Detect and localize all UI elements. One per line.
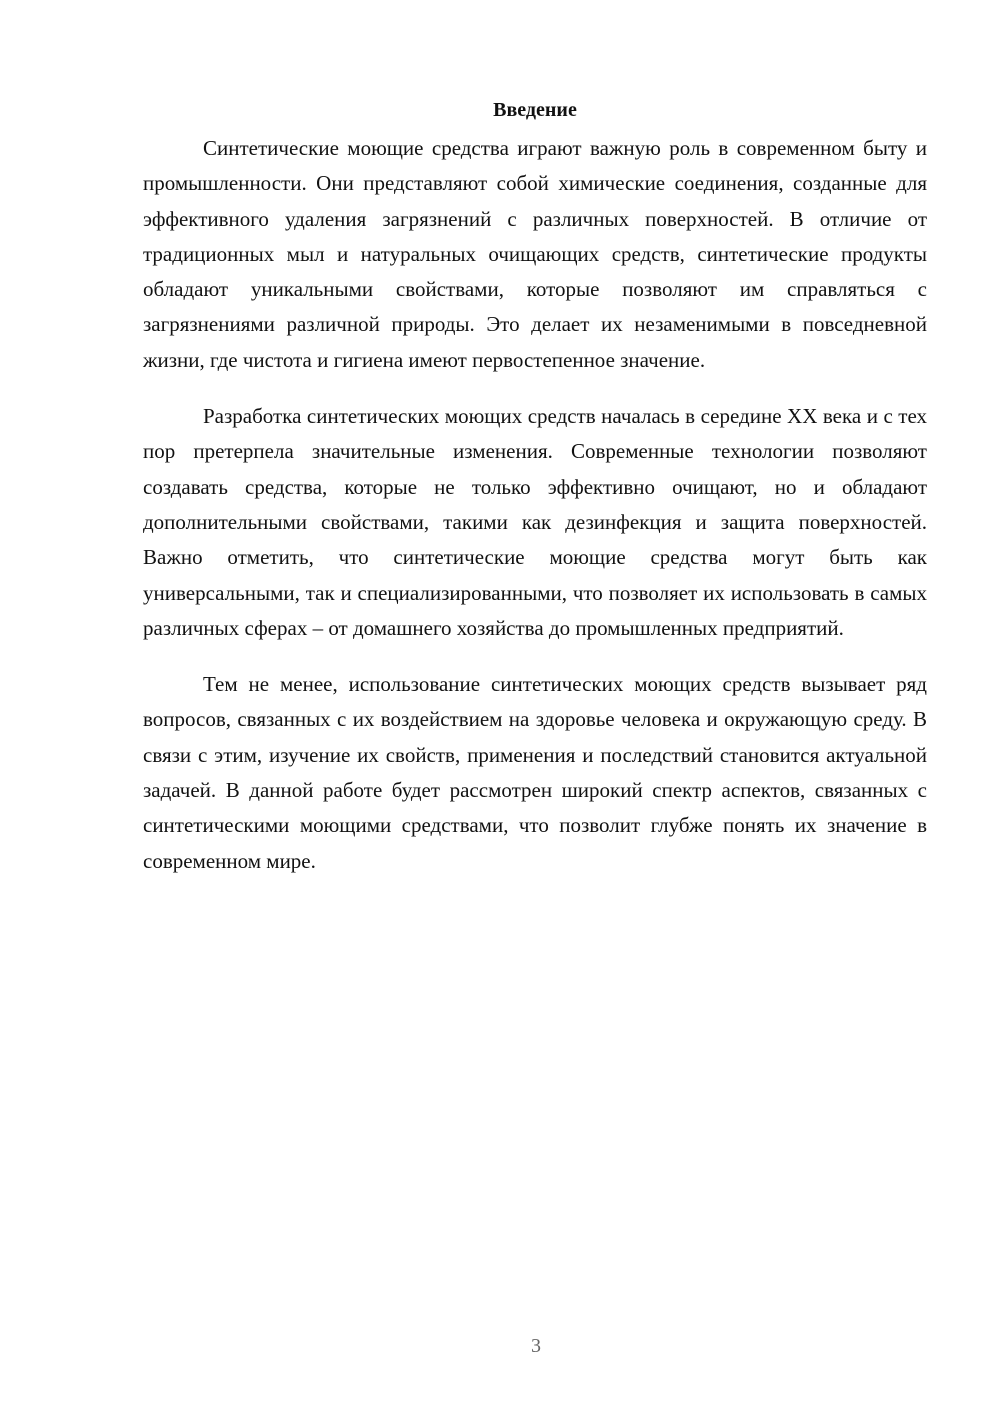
section-title: Введение bbox=[493, 99, 577, 121]
page-content bbox=[143, 95, 927, 900]
paragraph-1: Синтетические моющие средства играют важную роль в современном быту и промышленности. Они представляют собой химические соединения, созданные для эффективного удаления загрязнений с различных поверхностей. В отличие от традиционных мыл и натуральных очищающих средств, синтетические продукты обладают уникальными свойствами, которые позволяют им справляться с загрязнениями различной природы. Это делает их незаменимыми в повседневной жизни, где чистота и гигиена имеют первостепенное значение. bbox=[143, 136, 927, 372]
paragraph-2: Разработка синтетических моющих средств началась в середине XX века и с тех пор претерпела значительные изменения. Современные технологии позволяют создавать средства, которые не только эффективно очищают, но и обладают дополнительными свойствами, такими как дезинфекция и защита поверхностей. Важно отметить, что синтетические моющие средства могут быть как универсальными, так и специализированными, что позволяет их использовать в самых различных сферах – от домашнего хозяйства до промышленных предприятий. bbox=[143, 404, 927, 640]
page-number: 3 bbox=[531, 1335, 541, 1357]
paragraph-3: Тем не менее, использование синтетических моющих средств вызывает ряд вопросов, связанных с их воздействием на здоровье человека и окружающую среду. В связи с этим, изучение их свойств, применения и последствий становится актуальной задачей. В данной работе будет рассмотрен широкий спектр аспектов, связанных с синтетическими моющими средствами, что позволит глубже понять их значение в современном мире. bbox=[143, 672, 927, 873]
